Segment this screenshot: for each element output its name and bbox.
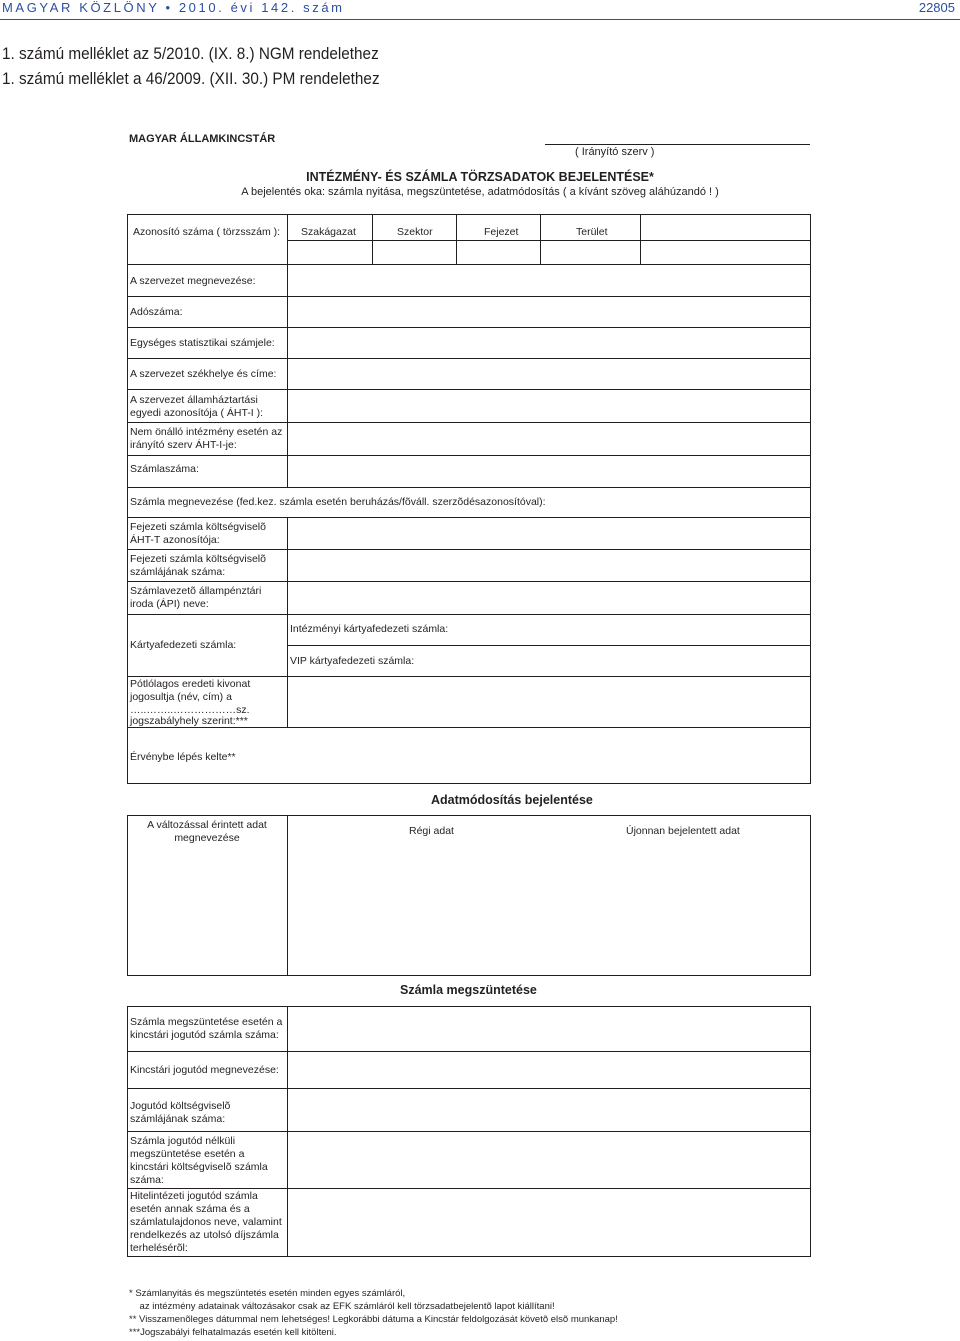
term-r5-line3: számlatulajdonos neve, valamint [130, 1216, 282, 1228]
label-card-vip: VIP kártyafedezeti számla: [290, 655, 415, 667]
term-r4-line3: kincstári költségviselõ számla [130, 1161, 268, 1173]
term-r3-line1: Jogutód költségviselõ [130, 1100, 231, 1112]
label-api-1: Számlavezetõ állampénztári [130, 585, 262, 597]
form-subtitle: A bejelentés oka: számla nyitása, megszüntetése, adatmódosítás ( a kívánt szöveg aláhúzandó ! ) [241, 186, 719, 198]
term-r5-line5: terhelésérõl: [130, 1242, 188, 1254]
id-header-branch: Szakágazat [301, 226, 356, 238]
label-extra-4: jogszabályhely szerint:*** [130, 715, 248, 727]
doc-title-1: 1. számú melléklet az 5/2010. (IX. 8.) NGM rendelethez [2, 44, 379, 63]
label-effective-date: Érvénybe lépés kelte** [130, 751, 236, 763]
org-name: MAGYAR ÁLLAMKINCSTÁR [129, 133, 276, 145]
header-rule [0, 19, 960, 20]
label-account-name: Számla megnevezése (fed.kez. számla esetén beruházás/fõváll. szerzõdésazonosítóval): [130, 496, 546, 508]
label-card-institution: Intézményi kártyafedezeti számla: [290, 623, 449, 635]
term-r5-line4: rendelkezés az utolsó díjszámla [130, 1229, 279, 1241]
footnote-4: ***Jogszabályi felhatalmazás esetén kell kitölteni. [129, 1327, 337, 1338]
footnote-3: ** Visszamenõleges dátummal nem lehetséges! Legkorábbi dátuma a Kincstár feldolgozását követõ elsõ munkanap! [129, 1314, 618, 1325]
id-header-id: Azonosító száma ( törzsszám ): [133, 226, 281, 238]
label-aht-2: egyedi azonosítója ( ÁHT-I ): [130, 407, 264, 419]
id-header-area: Terület [576, 226, 608, 238]
label-org-name: A szervezet megnevezése: [130, 275, 256, 287]
label-chapter-aht-1: Fejezeti számla költségviselõ [130, 521, 266, 533]
label-api-2: iroda (ÁPI) neve: [130, 598, 209, 610]
label-aht-1: A szervezet államháztartási [130, 394, 258, 406]
term-r5-line2: esetén annak száma és a [130, 1203, 250, 1215]
term-r4-line4: száma: [130, 1174, 164, 1186]
term-r1-line2: kincstári jogutód számla száma: [130, 1029, 279, 1041]
termination-title: Számla megszüntetése [400, 983, 537, 997]
label-extra-1: Pótlólagos eredeti kivonat [130, 678, 251, 690]
term-r3-line2: számlájának száma: [130, 1113, 226, 1125]
supervisor-caption: ( Irányító szerv ) [575, 146, 655, 158]
label-extra-2: jogosultja (név, cím) a [130, 691, 232, 703]
id-header-chapter: Fejezet [484, 226, 519, 238]
label-tax-number: Adószáma: [130, 306, 183, 318]
label-seat: A szervezet székhelye és címe: [130, 368, 277, 380]
id-header-sector: Szektor [397, 226, 433, 238]
label-chapter-aht-2: ÁHT-T azonosítója: [130, 534, 220, 546]
modification-title: Adatmódosítás bejelentése [431, 793, 593, 807]
page-number: 22805 [918, 0, 955, 15]
label-card: Kártyafedezeti számla: [130, 639, 237, 651]
mod-col-old: Régi adat [409, 825, 454, 837]
term-r4-line2: megszüntetése esetén a [130, 1148, 245, 1160]
term-r4-line1: Számla jogutód nélküli [130, 1135, 236, 1147]
term-r1-line1: Számla megszüntetése esetén a [130, 1016, 283, 1028]
supervisor-line [545, 144, 810, 145]
label-account-number: Számlaszáma: [130, 463, 199, 475]
doc-title-2: 1. számú melléklet a 46/2009. (XII. 30.) PM rendelethez [2, 69, 380, 88]
mod-col-new: Újonnan bejelentett adat [626, 825, 740, 837]
footnote-1: * Számlanyitás és megszüntetés esetén minden egyes számláról, [129, 1288, 406, 1299]
journal-header: MAGYAR KÖZLÖNY • 2010. évi 142. szám [2, 0, 345, 15]
mod-col1-line2: megnevezése [174, 832, 240, 844]
label-chapter-acc-1: Fejezeti számla költségviselõ [130, 553, 266, 565]
footnote-2: az intézmény adatainak változásakor csak az EFK számláról kell törzsadatbejelentõ lapot kiállítani! [129, 1301, 555, 1312]
label-chapter-acc-2: számlájának száma: [130, 566, 226, 578]
label-nonindep-2: irányító szerv ÁHT-I-je: [130, 439, 237, 451]
label-nonindep-1: Nem önálló intézmény esetén az [130, 426, 283, 438]
term-r2: Kincstári jogutód megnevezése: [130, 1064, 279, 1076]
mod-col1-line1: A változással érintett adat [147, 819, 267, 831]
term-r5-line1: Hitelintézeti jogutód számla [130, 1190, 258, 1202]
form-title: INTÉZMÉNY- ÉS SZÁMLA TÖRZSADATOK BEJELENTÉSE* [306, 170, 654, 184]
label-extra-3: …..……..………………sz. [130, 704, 250, 716]
label-stat-code: Egységes statisztikai számjele: [130, 337, 275, 349]
